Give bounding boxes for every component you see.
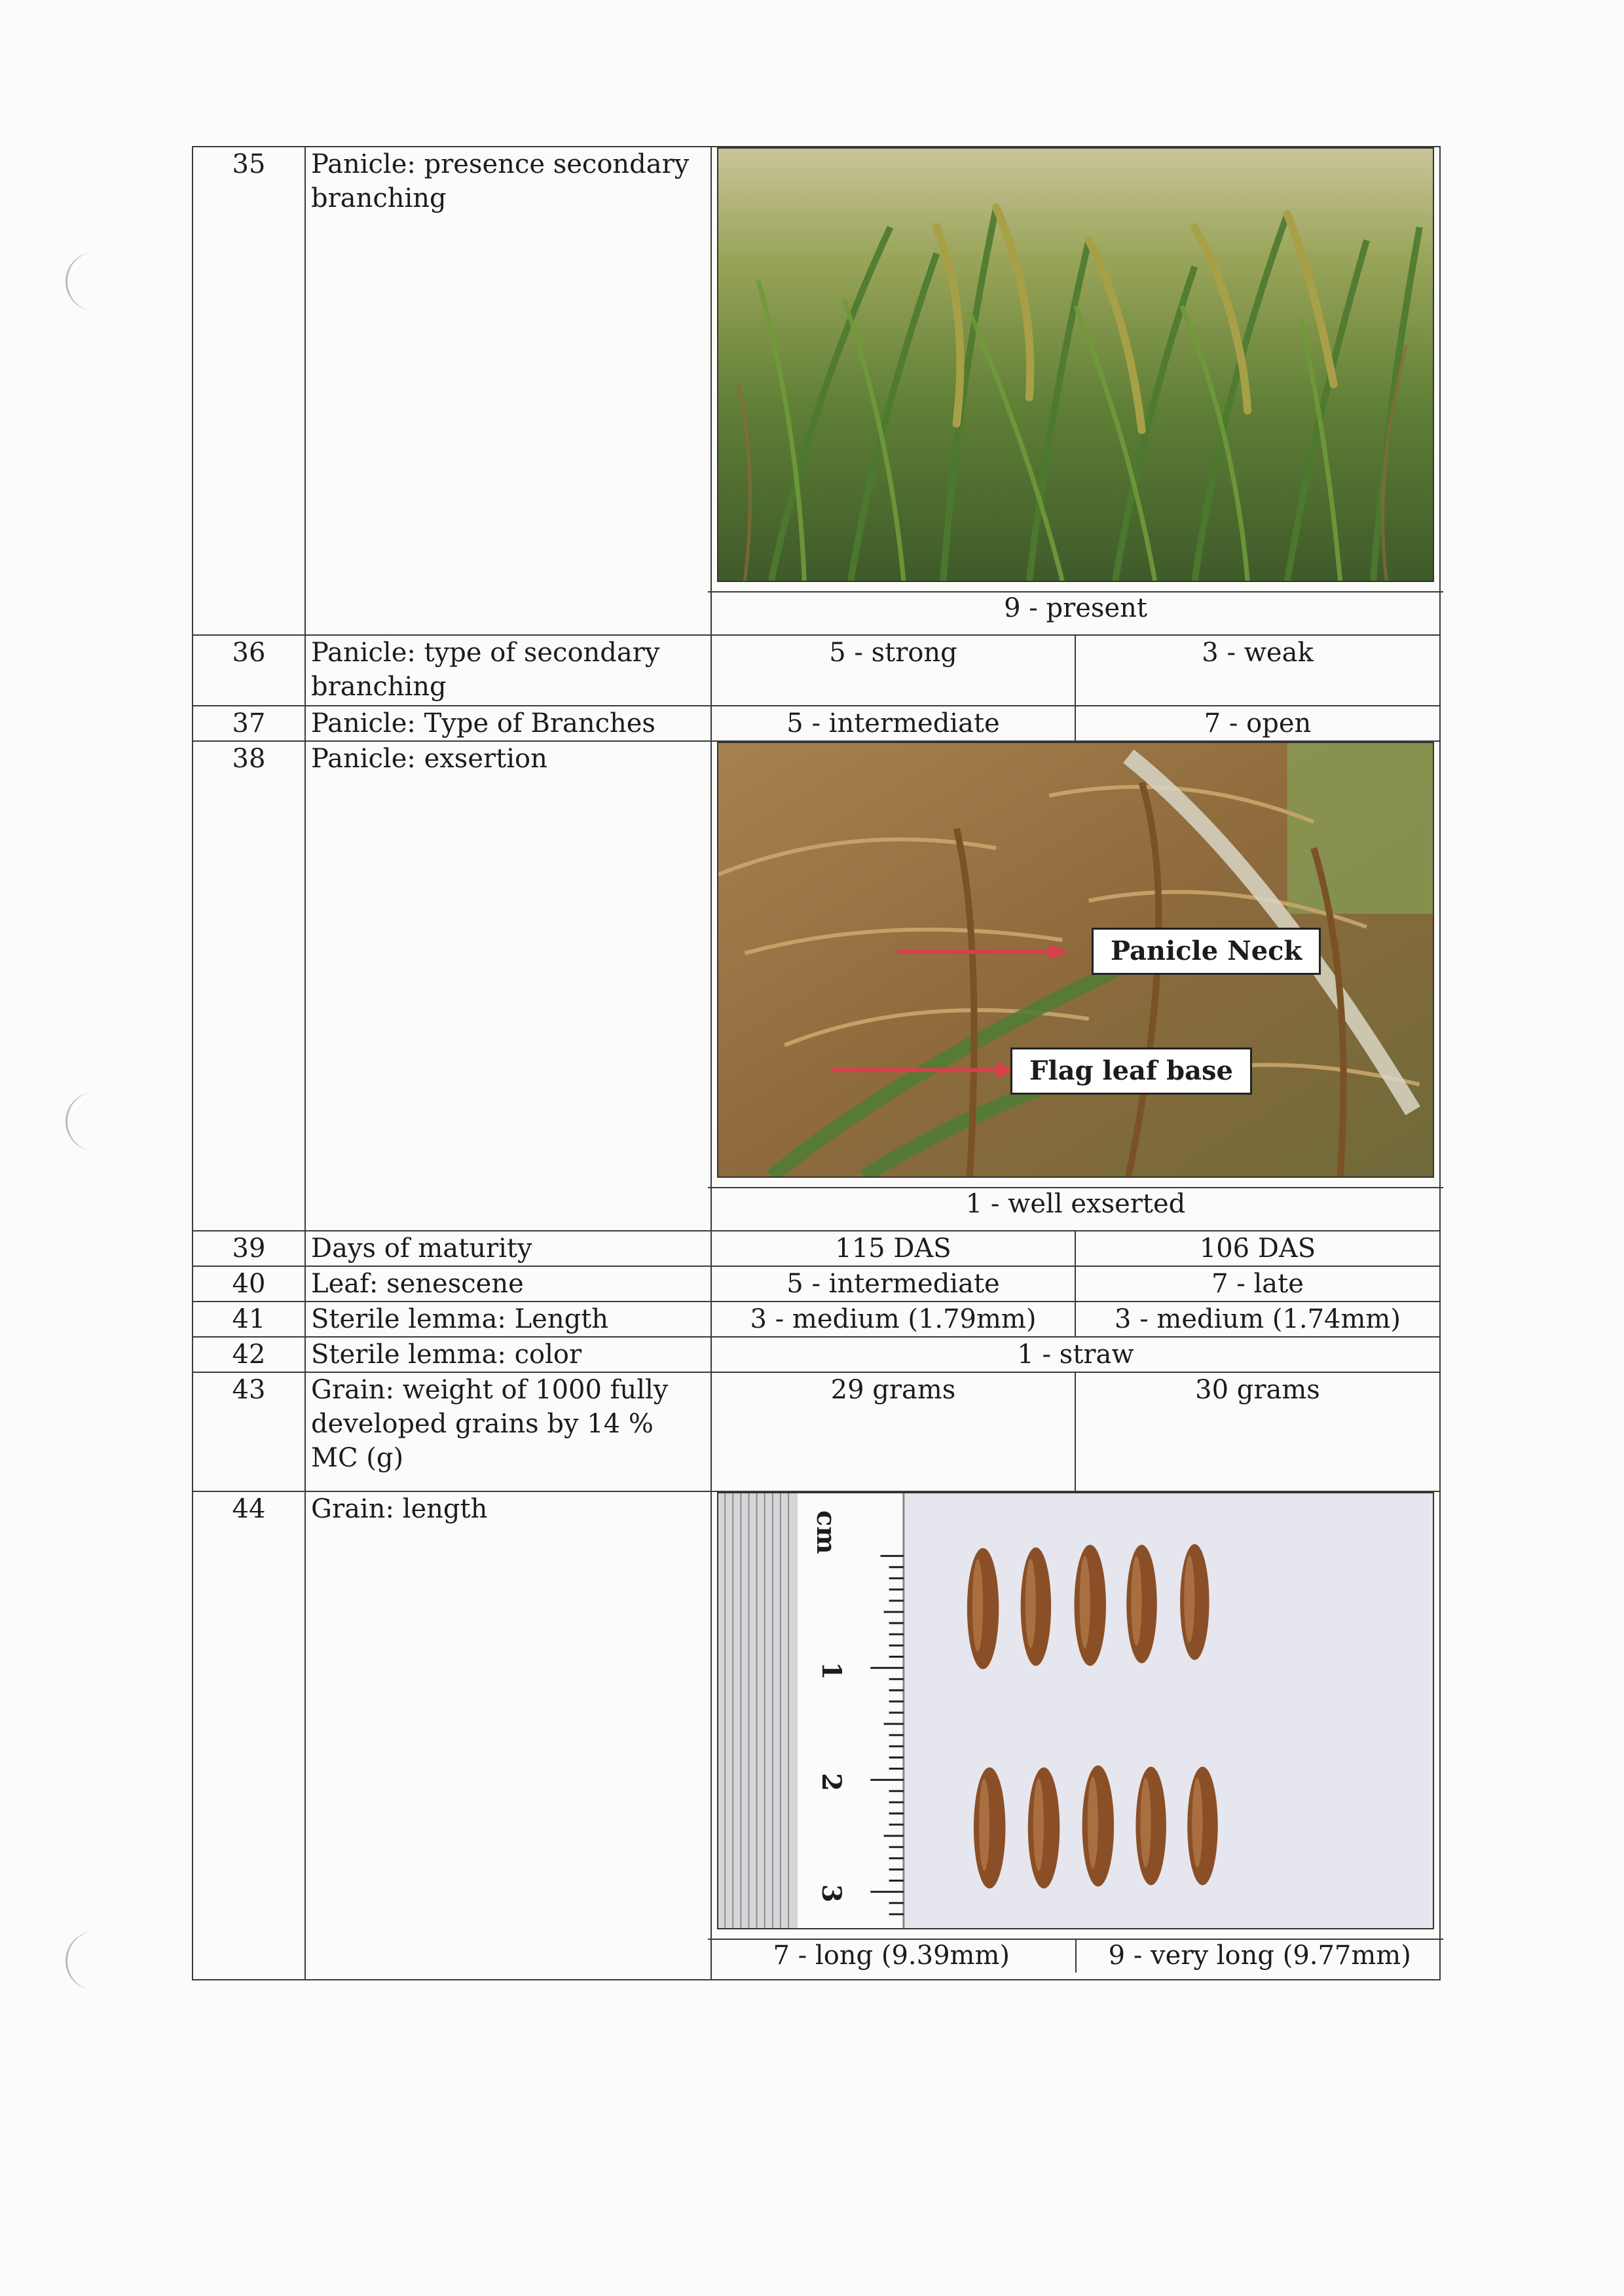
table-row bbox=[193, 1491, 1440, 1980]
characteristic-label: Leaf: senescene bbox=[305, 1266, 711, 1302]
characteristic-label: Sterile lemma: Length bbox=[305, 1302, 711, 1337]
ruler-tick-label: 2 bbox=[815, 1773, 847, 1791]
table-row bbox=[193, 706, 1440, 741]
table-row bbox=[193, 635, 1440, 706]
ruler-tick-label: 3 bbox=[815, 1884, 847, 1903]
row-number: 43 bbox=[193, 1372, 305, 1491]
value-cell: 3 - medium (1.74mm) bbox=[1075, 1302, 1440, 1337]
characteristic-label: Sterile lemma: color bbox=[305, 1337, 711, 1372]
value-cell: 3 - medium (1.79mm) bbox=[711, 1302, 1075, 1337]
row-number: 36 bbox=[193, 635, 305, 706]
value-cell: 7 - late bbox=[1075, 1266, 1440, 1302]
row-number: 40 bbox=[193, 1266, 305, 1302]
table-row bbox=[193, 1302, 1440, 1337]
image-cell bbox=[711, 147, 1440, 635]
punch-hole-mark bbox=[65, 252, 107, 311]
value-cell: 5 - intermediate bbox=[711, 1266, 1075, 1302]
characteristic-label: Panicle: presence secondary branching bbox=[305, 147, 711, 635]
characteristic-label: Panicle: Type of Branches bbox=[305, 706, 711, 741]
punch-hole-mark bbox=[65, 1931, 107, 1990]
grain-length-ruler-photo bbox=[717, 1492, 1434, 1929]
table-row bbox=[193, 1231, 1440, 1266]
table-row bbox=[193, 1372, 1440, 1491]
row-number: 44 bbox=[193, 1491, 305, 1980]
row-number: 35 bbox=[193, 147, 305, 635]
row-number: 39 bbox=[193, 1231, 305, 1266]
ruler-unit-label: cm bbox=[811, 1510, 841, 1554]
characteristic-label: Grain: weight of 1000 fully developed grains by 14 % MC (g) bbox=[305, 1372, 711, 1491]
rice-panicle-field-photo bbox=[717, 147, 1434, 582]
row-number: 38 bbox=[193, 741, 305, 1231]
table-row bbox=[193, 1266, 1440, 1302]
image-cell bbox=[711, 1491, 1440, 1980]
value-cell: 106 DAS bbox=[1075, 1231, 1440, 1266]
image-caption-row bbox=[708, 1939, 1443, 1973]
value-cell: 5 - intermediate bbox=[711, 706, 1075, 741]
value-cell: 5 - strong bbox=[711, 635, 1075, 706]
flag-leaf-base-label: Flag leaf base bbox=[1010, 1048, 1252, 1095]
value-cell: 3 - weak bbox=[1075, 635, 1440, 706]
row-number: 41 bbox=[193, 1302, 305, 1337]
image-caption: 7 - long (9.39mm) bbox=[708, 1940, 1077, 1973]
ruler-tick-label: 1 bbox=[815, 1662, 847, 1680]
table-row bbox=[193, 147, 1440, 635]
row-number: 42 bbox=[193, 1337, 305, 1372]
row-number: 37 bbox=[193, 706, 305, 741]
panicle-neck-label: Panicle Neck bbox=[1092, 928, 1321, 975]
image-caption: 9 - very long (9.77mm) bbox=[1108, 1941, 1411, 1971]
value-cell: 1 - straw bbox=[711, 1337, 1440, 1372]
table-row bbox=[193, 1337, 1440, 1372]
ripe-panicle-exsertion-photo bbox=[717, 742, 1434, 1178]
characteristics-table bbox=[192, 146, 1441, 1980]
image-caption: 1 - well exserted bbox=[708, 1187, 1443, 1221]
value-cell: 30 grams bbox=[1075, 1372, 1440, 1491]
value-cell: 7 - open bbox=[1075, 706, 1440, 741]
table-row bbox=[193, 741, 1440, 1231]
characteristic-label: Panicle: exsertion bbox=[305, 741, 711, 1231]
value-cell: 115 DAS bbox=[711, 1231, 1075, 1266]
punch-hole-mark bbox=[65, 1092, 107, 1151]
characteristic-label: Grain: length bbox=[305, 1491, 711, 1980]
value-cell: 29 grams bbox=[711, 1372, 1075, 1491]
image-cell bbox=[711, 741, 1440, 1231]
image-caption: 9 - present bbox=[708, 591, 1443, 625]
characteristic-label: Days of maturity bbox=[305, 1231, 711, 1266]
characteristic-label: Panicle: type of secondary branching bbox=[305, 635, 711, 706]
